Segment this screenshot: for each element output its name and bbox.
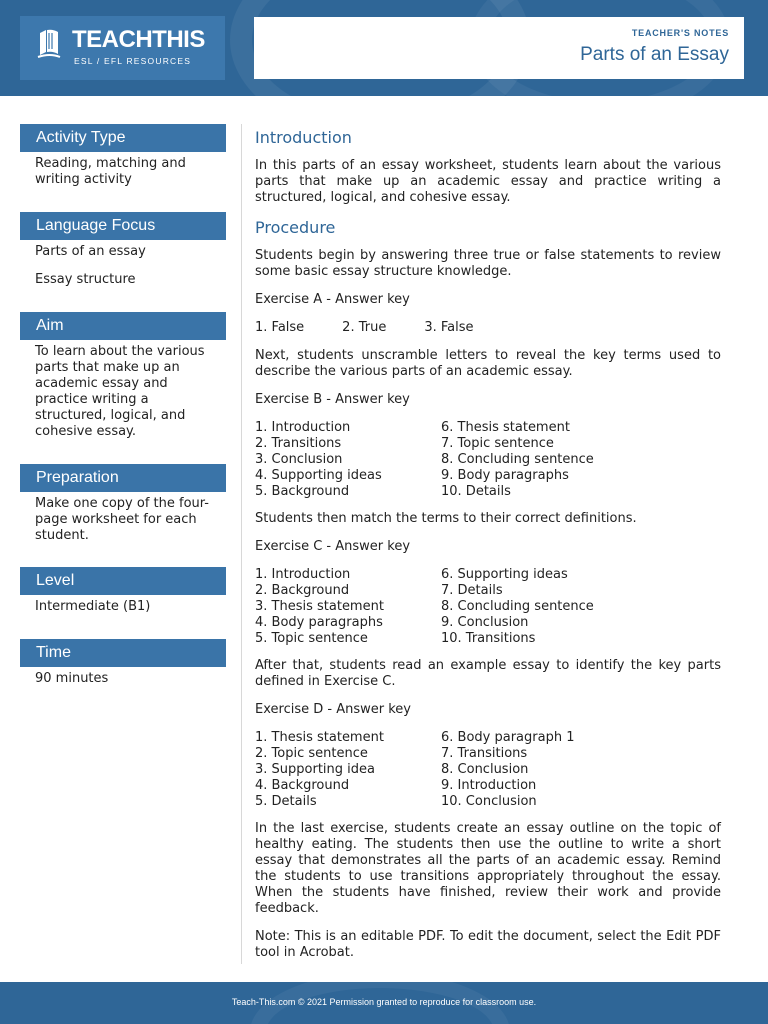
procedure-paragraph: In the last exercise, students create an essay outline on the topic of healthy eating. The students then use the outline to write a short essay that demonstrates all the parts of an academic essay. Remind the students to use transitions appropriately throughout the essay. When the students have finished, review their work and provide feedback. — [255, 821, 721, 916]
exercise-a-title: Exercise A - Answer key — [255, 292, 410, 307]
exercise-b-answers — [255, 420, 721, 500]
answer-item: 10. Conclusion — [441, 794, 537, 809]
answer-item: 2. Topic sentence — [255, 746, 368, 761]
procedure-paragraph: After that, students read an example essay to identify the key parts defined in Exercise C. — [255, 658, 721, 689]
answer-item: 3. Thesis statement — [255, 599, 384, 614]
title-box — [254, 17, 744, 79]
aim-heading: Aim — [20, 312, 226, 340]
answer-item: 4. Background — [255, 778, 350, 793]
answer-item: 7. Details — [441, 583, 503, 598]
exercise-c-title: Exercise C - Answer key — [255, 539, 411, 554]
time-text: 90 minutes — [35, 671, 109, 686]
answer-item: 3. False — [424, 320, 474, 335]
page-header — [0, 0, 768, 96]
answer-item: 7. Transitions — [441, 746, 528, 761]
level-section — [20, 567, 226, 627]
answer-item: 1. Thesis statement — [255, 730, 384, 745]
answer-item: 4. Body paragraphs — [255, 615, 383, 630]
aim-section — [20, 312, 226, 452]
teachthis-logo[interactable] — [20, 16, 225, 80]
answer-item: 7. Topic sentence — [441, 436, 554, 451]
answer-item: 3. Conclusion — [255, 452, 343, 467]
activity-type-text: Reading, matching and writing activity — [35, 156, 186, 187]
activity-type-section — [20, 124, 226, 200]
answer-item: 8. Concluding sentence — [441, 599, 594, 614]
answer-item: 5. Background — [255, 484, 350, 499]
exercise-b-title: Exercise B - Answer key — [255, 392, 410, 407]
introduction-heading: Introduction — [255, 128, 352, 147]
book-icon — [36, 27, 70, 61]
logo-title: TEACHTHIS — [72, 26, 205, 53]
procedure-paragraph: Students begin by answering three true or false statements to review some basic essay structure knowledge. — [255, 248, 721, 279]
procedure-heading: Procedure — [255, 218, 336, 237]
level-heading: Level — [20, 567, 226, 595]
procedure-paragraph: Next, students unscramble letters to reveal the key terms used to describe the various parts of an academic essay. — [255, 348, 721, 379]
answer-item: 8. Conclusion — [441, 762, 529, 777]
answer-item: 9. Body paragraphs — [441, 468, 569, 483]
preparation-section — [20, 464, 226, 556]
aim-text: To learn about the various parts that make up an academic essay and practice writing a structured, logical, and cohesive essay. — [35, 344, 205, 439]
activity-type-heading: Activity Type — [20, 124, 226, 152]
answer-item: 6. Body paragraph 1 — [441, 730, 575, 745]
answer-item: 1. Introduction — [255, 567, 351, 582]
answer-item: 5. Topic sentence — [255, 631, 368, 646]
exercise-d-title: Exercise D - Answer key — [255, 702, 411, 717]
language-focus-section — [20, 212, 226, 300]
column-divider — [241, 124, 242, 964]
language-focus-item: Essay structure — [35, 272, 136, 287]
exercise-c-answers — [255, 567, 721, 647]
introduction-text: In this parts of an essay worksheet, students learn about the various parts that make up an academic essay and practice writing a structured, logical, and cohesive essay. — [255, 158, 721, 205]
language-focus-heading: Language Focus — [20, 212, 226, 240]
answer-item: 2. Transitions — [255, 436, 342, 451]
answer-item: 6. Thesis statement — [441, 420, 570, 435]
answer-item: 9. Conclusion — [441, 615, 529, 630]
page-title: Parts of an Essay — [580, 44, 729, 65]
editable-pdf-note: Note: This is an editable PDF. To edit the document, select the Edit PDF tool in Acrobat. — [255, 929, 721, 960]
answer-item: 1. False — [255, 320, 305, 335]
page-footer — [0, 982, 768, 1024]
language-focus-item: Parts of an essay — [35, 244, 146, 259]
answer-item: 10. Details — [441, 484, 511, 499]
exercise-d-answers — [255, 730, 721, 810]
time-section — [20, 639, 226, 699]
answer-item: 2. Background — [255, 583, 350, 598]
footer-copyright: Teach-This.com © 2021 Permission granted to reproduce for classroom use. — [231, 997, 537, 1007]
answer-item: 5. Details — [255, 794, 317, 809]
answer-item: 8. Concluding sentence — [441, 452, 594, 467]
exercise-a-answers — [255, 320, 721, 336]
answer-item: 4. Supporting ideas — [255, 468, 382, 483]
answer-item: 3. Supporting idea — [255, 762, 375, 777]
level-text: Intermediate (B1) — [35, 599, 151, 614]
answer-item: 9. Introduction — [441, 778, 537, 793]
answer-item: 10. Transitions — [441, 631, 536, 646]
preparation-text: Make one copy of the four-page worksheet for each student. — [35, 496, 209, 543]
answer-item: 2. True — [342, 320, 387, 335]
answer-item: 1. Introduction — [255, 420, 351, 435]
procedure-paragraph: Students then match the terms to their correct definitions. — [255, 511, 637, 526]
logo-subtitle: ESL / EFL RESOURCES — [74, 56, 192, 66]
answer-item: 6. Supporting ideas — [441, 567, 568, 582]
teachers-notes-label: TEACHER'S NOTES — [631, 28, 729, 38]
main-content — [255, 128, 721, 973]
time-heading: Time — [20, 639, 226, 667]
preparation-heading: Preparation — [20, 464, 226, 492]
